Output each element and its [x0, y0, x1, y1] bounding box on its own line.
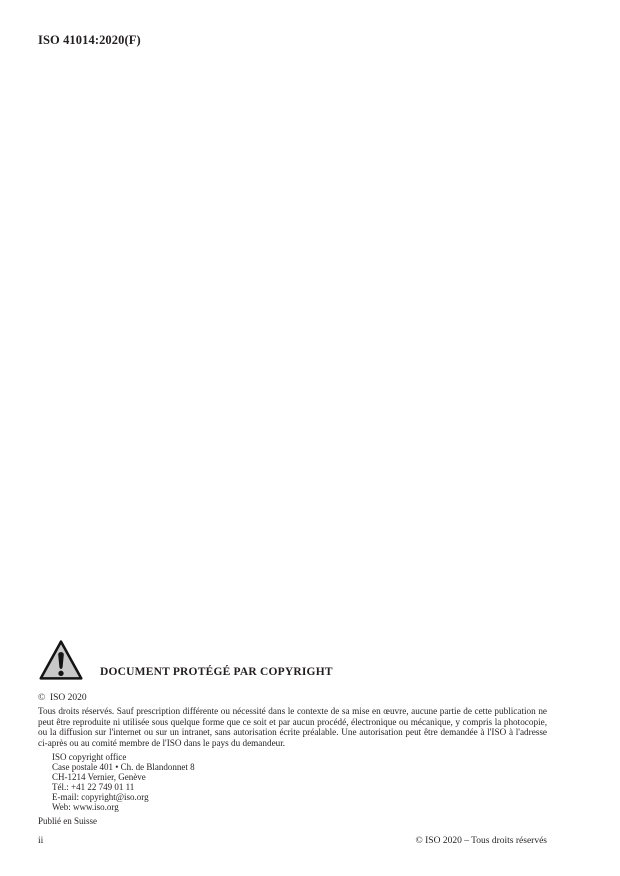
- warning-triangle-icon: [38, 638, 84, 682]
- address-line-email: E-mail: copyright@iso.org: [52, 792, 149, 802]
- copyright-notice-title: DOCUMENT PROTÉGÉ PAR COPYRIGHT: [100, 666, 333, 678]
- published-in-line: Publié en Suisse: [38, 816, 98, 826]
- address-line-postal: Case postale 401 • Ch. de Blandonnet 8: [52, 762, 195, 772]
- document-reference-header: ISO 41014:2020(F): [38, 33, 141, 47]
- footer-copyright-text: © ISO 2020 – Tous droits réservés: [415, 836, 547, 846]
- iso-address-block: [52, 752, 547, 812]
- address-line-office: ISO copyright office: [52, 752, 127, 762]
- copyright-notice-section: [38, 638, 547, 826]
- address-line-phone: Tél.: +41 22 749 01 11: [52, 782, 135, 792]
- copyright-body-text: Tous droits réservés. Sauf prescription différente ou nécessité dans le contexte de sa mise en œuvre, aucune partie de cette publication ne peut être reproduite ni utilisée sous quelque forme que ce soit et par aucun procédé, électronique ou mécanique, y compris la photocopie, ou la diffusion sur l'internet ou sur un intranet, sans autorisation écrite préalable. Une autorisation peut être demandée à l'ISO à l'adresse ci-après ou au comité membre de l'ISO dans le pays du demandeur.: [38, 706, 547, 748]
- copyright-notice-head: [38, 638, 547, 682]
- copyright-year-line: © ISO 2020: [38, 693, 87, 703]
- address-line-city: CH-1214 Vernier, Genève: [52, 772, 146, 782]
- page-number: ii: [38, 836, 44, 846]
- address-line-web: Web: www.iso.org: [52, 802, 119, 812]
